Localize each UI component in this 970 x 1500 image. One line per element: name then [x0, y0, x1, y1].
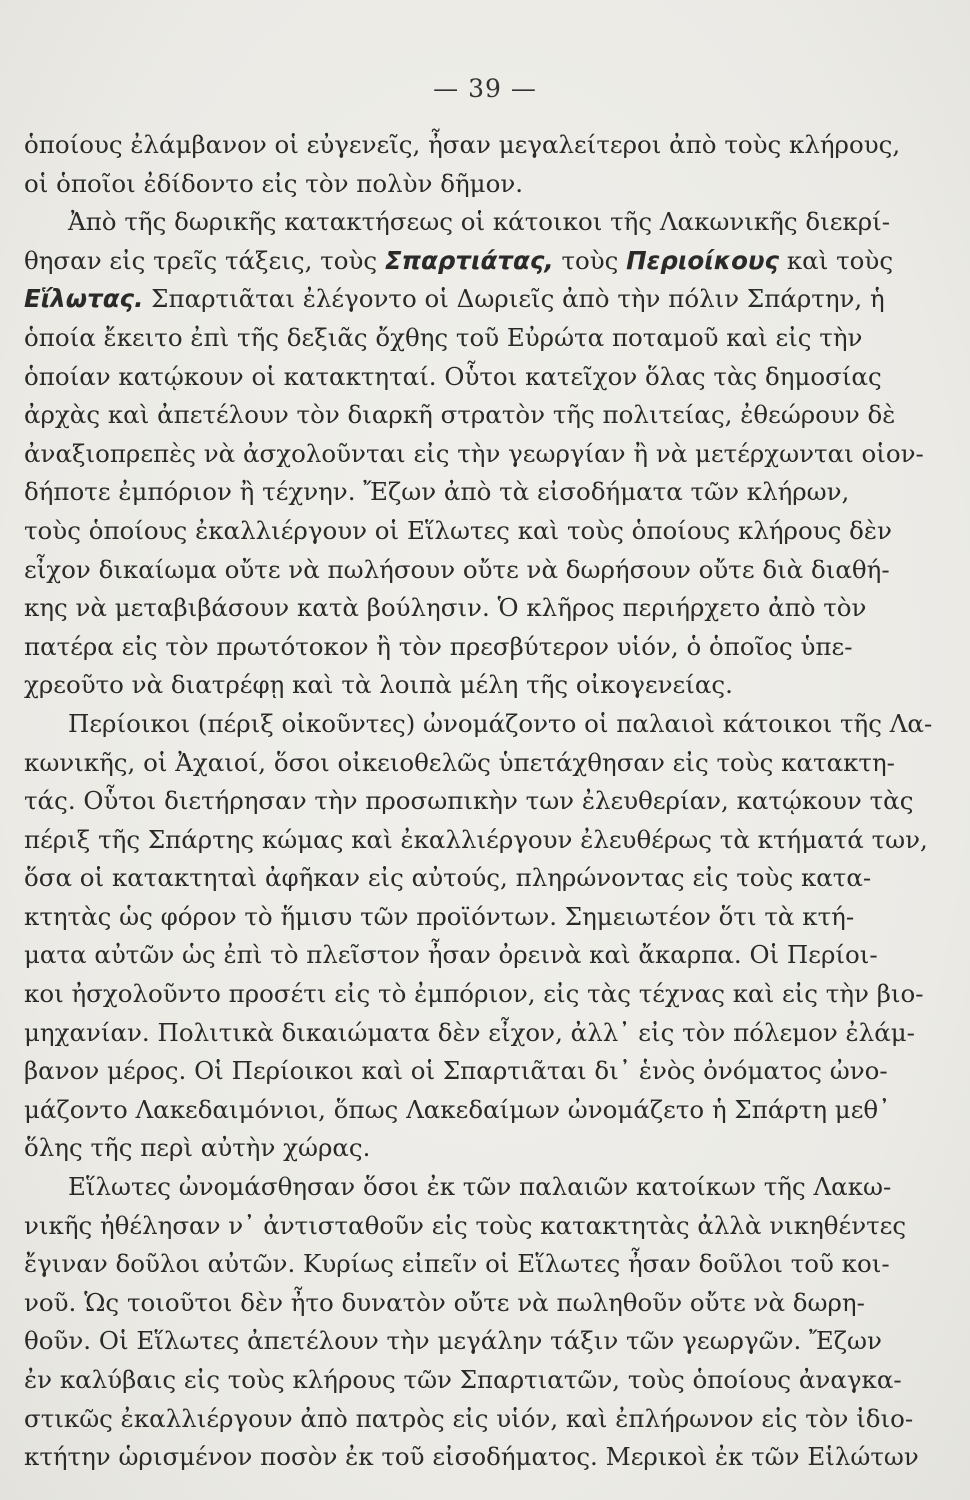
paragraph: [24, 126, 901, 203]
text-line: [24, 242, 894, 281]
text-segment: ἀρχὰς καὶ ἀπετέλουν τὸν διαρκῆ στρατὸν τῆς πολιτείας, ἐθεώρουν δὲ: [24, 400, 896, 430]
text-segment: Ἀπὸ τῆς δωρικῆς κατακτήσεως οἱ κάτοικοι τῆς Λακωνικῆς διεκρί-: [68, 207, 891, 237]
text-segment: κης νὰ μεταβιβάσουν κατὰ βούλησιν. Ὁ κλῆρος περιήρχετο ἀπὸ τὸν: [24, 593, 867, 623]
text-line: [24, 1438, 919, 1477]
text-line: [24, 666, 840, 705]
text-line: [24, 1014, 915, 1053]
text-line: [24, 1168, 892, 1207]
text-line: [24, 1245, 890, 1284]
text-line: [24, 589, 867, 628]
text-line: [24, 551, 890, 590]
text-line: [24, 744, 895, 783]
text-segment: ματα αὐτῶν ὡς ἐπὶ τὸ πλεῖστον ἦσαν ὀρεινὰ καὶ ἄκαρπα. Οἱ Περίοι-: [24, 940, 878, 970]
text-line: [24, 319, 863, 358]
text-segment: χρεοῦτο νὰ διατρέφῃ καὶ τὰ λοιπὰ μέλη τῆς οἰκογενείας.: [24, 670, 733, 700]
text-line: [24, 1284, 865, 1323]
text-segment: ὁποίους ἐλάμβανον οἱ εὐγενεῖς, ἦσαν μεγαλείτεροι ἀπὸ τοὺς κλήρους,: [24, 130, 901, 159]
text-segment: τοὺς ὁποίους ἐκαλλιέργουν οἱ Εἵλωτες καὶ τοὺς ὁποίους κλήρους δὲν: [24, 515, 892, 545]
text-line: [24, 975, 924, 1014]
text-line: [24, 512, 892, 551]
text-line: [24, 628, 853, 667]
text-line: [24, 898, 855, 937]
emphasized-term: Σπαρτιάτας,: [384, 245, 554, 275]
text-line: [24, 1091, 891, 1130]
text-line: [24, 435, 924, 474]
text-segment: Σπαρτιᾶται ἐλέγοντο οἱ Δωριεῖς ἀπὸ τὴν πόλιν Σπάρτην, ἡ: [143, 284, 885, 314]
text-segment: κοι ἠσχολοῦντο προσέτι εἰς τὸ ἐμπόριον, εἰς τὰς τέχνας καὶ εἰς τὴν βιο-: [24, 979, 924, 1009]
text-segment: πατέρα εἰς τὸν πρωτότοκον ἢ τὸν πρεσβύτερον υἱόν, ὁ ὁποῖος ὑπε-: [24, 631, 853, 661]
text-segment: βανον μέρος. Οἱ Περίοικοι καὶ οἱ Σπαρτιᾶται δι᾽ ἑνὸς ὀνόματος ὠνο-: [24, 1056, 888, 1086]
text-line: [24, 1052, 888, 1091]
text-segment: εἶχον δικαίωμα οὔτε νὰ πωλήσουν οὔτε νὰ δωρήσουν οὔτε διὰ διαθή-: [24, 554, 890, 584]
text-line: [24, 936, 878, 975]
text-line: [24, 473, 850, 512]
text-segment: μάζοντο Λακεδαιμόνιοι, ὅπως Λακεδαίμων ὠνομάζετο ἡ Σπάρτη μεθ᾽: [24, 1094, 891, 1124]
text-line: [24, 358, 882, 397]
text-segment: ὁποίαν κατῴκουν οἱ κατακτηταί. Οὗτοι κατεῖχον ὅλας τὰς δημοσίας: [24, 361, 882, 391]
text-segment: Εἵλωτες ὠνομάσθησαν ὅσοι ἐκ τῶν παλαιῶν κατοίκων τῆς Λακω-: [68, 1172, 892, 1202]
text-segment: ἀναξιοπρεπὲς νὰ ἀσχολοῦνται εἰς τὴν γεωργίαν ἢ νὰ μετέρχωνται οἱον-: [24, 438, 924, 468]
text-segment: νικῆς ἠθέλησαν ν᾽ ἀντισταθοῦν εἰς τοὺς κατακτητὰς ἀλλὰ νικηθέντες: [24, 1210, 907, 1240]
text-segment: μηχανίαν. Πολιτικὰ δικαιώματα δὲν εἶχον, ἀλλ᾽ εἰς τὸν πόλεμον ἐλάμ-: [24, 1017, 915, 1047]
text-segment: καὶ τοὺς: [779, 245, 894, 275]
emphasized-term: Εἵλωτας.: [24, 284, 144, 314]
body-text: [24, 126, 933, 1477]
text-line: [24, 821, 928, 860]
text-segment: κωνικῆς, οἱ Ἀχαιοί, ὅσοι οἰκειοθελῶς ὑπετάχθησαν εἰς τοὺς κατακτη-: [24, 747, 895, 777]
text-line: [24, 782, 914, 821]
text-line: [24, 1400, 914, 1439]
text-line: [24, 396, 896, 435]
text-segment: τάς. Οὗτοι διετήρησαν τὴν προσωπικὴν των ἐλευθερίαν, κατῴκουν τὰς: [24, 786, 914, 816]
text-segment: νοῦ. Ὡς τοιοῦτοι δὲν ἦτο δυνατὸν οὔτε νὰ πωληθοῦν οὔτε νὰ δωρη-: [24, 1287, 865, 1317]
text-segment: ὅσα οἱ κατακτηταὶ ἀφῆκαν εἰς αὐτούς, πληρώνοντας εἰς τοὺς κατα-: [24, 863, 872, 893]
paragraph: [24, 705, 933, 1168]
emphasized-term: Περιοίκους: [626, 245, 780, 275]
page-number: — 39 —: [433, 74, 537, 103]
text-line: [24, 1129, 840, 1168]
text-segment: οἱ ὁποῖοι ἐδίδοντο εἰς τὸν πολὺν δῆμον.: [24, 168, 524, 198]
text-segment: ἐν καλύβαις εἰς τοὺς κλήρους τῶν Σπαρτιατῶν, τοὺς ὁποίους ἀναγκα-: [24, 1365, 902, 1394]
text-segment: θοῦν. Οἱ Εἵλωτες ἀπετέλουν τὴν μεγάλην τάξιν τῶν γεωργῶν. Ἔζων: [24, 1326, 882, 1356]
text-segment: κτήτην ὡρισμένον ποσὸν ἐκ τοῦ εἰσοδήματος. Μερικοὶ ἐκ τῶν Εἱλώτων: [24, 1442, 919, 1472]
text-segment: Περίοικοι (πέριξ οἰκοῦντες) ὠνομάζοντο οἱ παλαιοὶ κάτοικοι τῆς Λα-: [68, 708, 933, 738]
text-segment: κτητὰς ὡς φόρον τὸ ἥμισυ τῶν προϊόντων. Σημειωτέον ὅτι τὰ κτή-: [24, 901, 855, 931]
text-segment: στικῶς ἐκαλλιέργουν ἀπὸ πατρὸς εἰς υἱόν, καὶ ἐπλήρωνον εἰς τὸν ἰδιο-: [24, 1403, 914, 1433]
text-line: [24, 1322, 882, 1361]
text-line: [24, 203, 891, 242]
text-line: [24, 1207, 907, 1246]
text-segment: ὅλης τῆς περὶ αὐτὴν χώρας.: [24, 1133, 371, 1163]
text-line: [24, 859, 872, 898]
text-line: [24, 705, 933, 744]
text-line: [24, 1361, 902, 1400]
text-segment: ὁποία ἔκειτο ἐπὶ τῆς δεξιᾶς ὄχθης τοῦ Εὐρώτα ποταμοῦ καὶ εἰς τὴν: [24, 322, 863, 352]
paragraph: [24, 1168, 919, 1477]
text-line: [24, 165, 840, 204]
text-segment: τοὺς: [553, 245, 627, 275]
text-segment: δήποτε ἐμπόριον ἢ τέχνην. Ἔζων ἀπὸ τὰ εἰσοδήματα τῶν κλήρων,: [24, 477, 850, 507]
text-segment: πέριξ τῆς Σπάρτης κώμας καὶ ἐκαλλιέργουν ἐλευθέρως τὰ κτήματά των,: [24, 824, 928, 854]
text-segment: ἔγιναν δοῦλοι αὐτῶν. Κυρίως εἰπεῖν οἱ Εἵλωτες ἦσαν δοῦλοι τοῦ κοι-: [24, 1249, 890, 1279]
text-segment: θησαν εἰς τρεῖς τάξεις, τοὺς: [24, 245, 385, 275]
text-line: [24, 280, 885, 319]
paragraph: [24, 203, 924, 705]
text-line: [24, 126, 901, 165]
